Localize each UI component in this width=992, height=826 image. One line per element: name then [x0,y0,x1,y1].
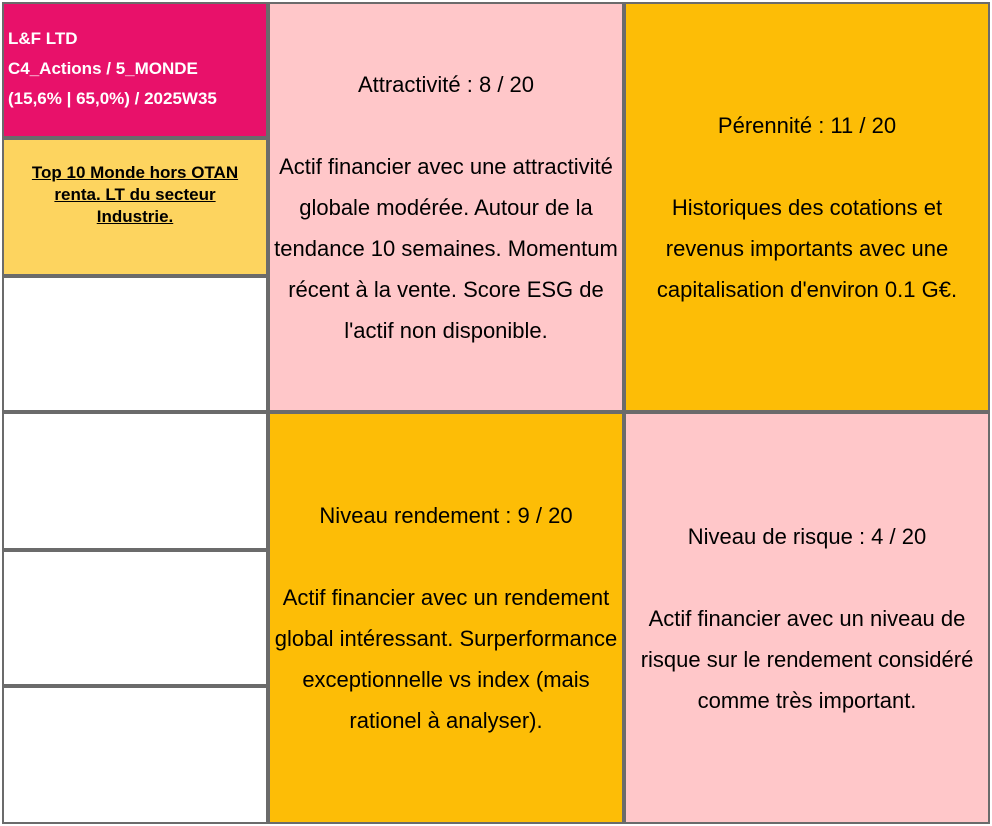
empty-cell-1 [2,276,268,412]
ranking-link[interactable]: Top 10 Monde hors OTAN renta. LT du secteur Industrie. [31,163,239,226]
perennite-body: Historiques des cotations et revenus importants avec une capitalisation d'environ 0.1 G€. [656,194,958,302]
perennite-heading: Pérennité : 11 / 20 [717,112,897,138]
rendement-body: Actif financier avec un rendement global intéressant. Surperformance exceptionnelle vs index (mais rationel à analyser). [274,585,618,733]
risque-body: Actif financier avec un niveau de risque sur le rendement considéré comme très important. [640,605,974,713]
perennite-cell [624,2,990,412]
asset-stats: (15,6% | 65,0%) / 2025W35 [8,89,217,108]
asset-category: C4_Actions / 5_MONDE [8,59,198,78]
attractivite-heading: Attractivité : 8 / 20 [357,71,535,97]
empty-cell-4 [2,686,268,824]
risque-heading: Niveau de risque : 4 / 20 [687,523,927,549]
risque-cell [624,412,990,824]
attractivite-cell [268,2,624,412]
rendement-cell [268,412,624,824]
asset-title-cell [2,2,268,138]
company-name: L&F LTD [8,29,78,48]
empty-cell-3 [2,550,268,686]
rendement-heading: Niveau rendement : 9 / 20 [319,503,573,528]
ranking-cell [2,138,268,276]
attractivite-body: Actif financier avec une attractivité globale modérée. Autour de la tendance 10 semaines. Momentum récent à la vente. Score ESG de l'actif non disponible. [274,153,618,343]
empty-cell-2 [2,412,268,550]
